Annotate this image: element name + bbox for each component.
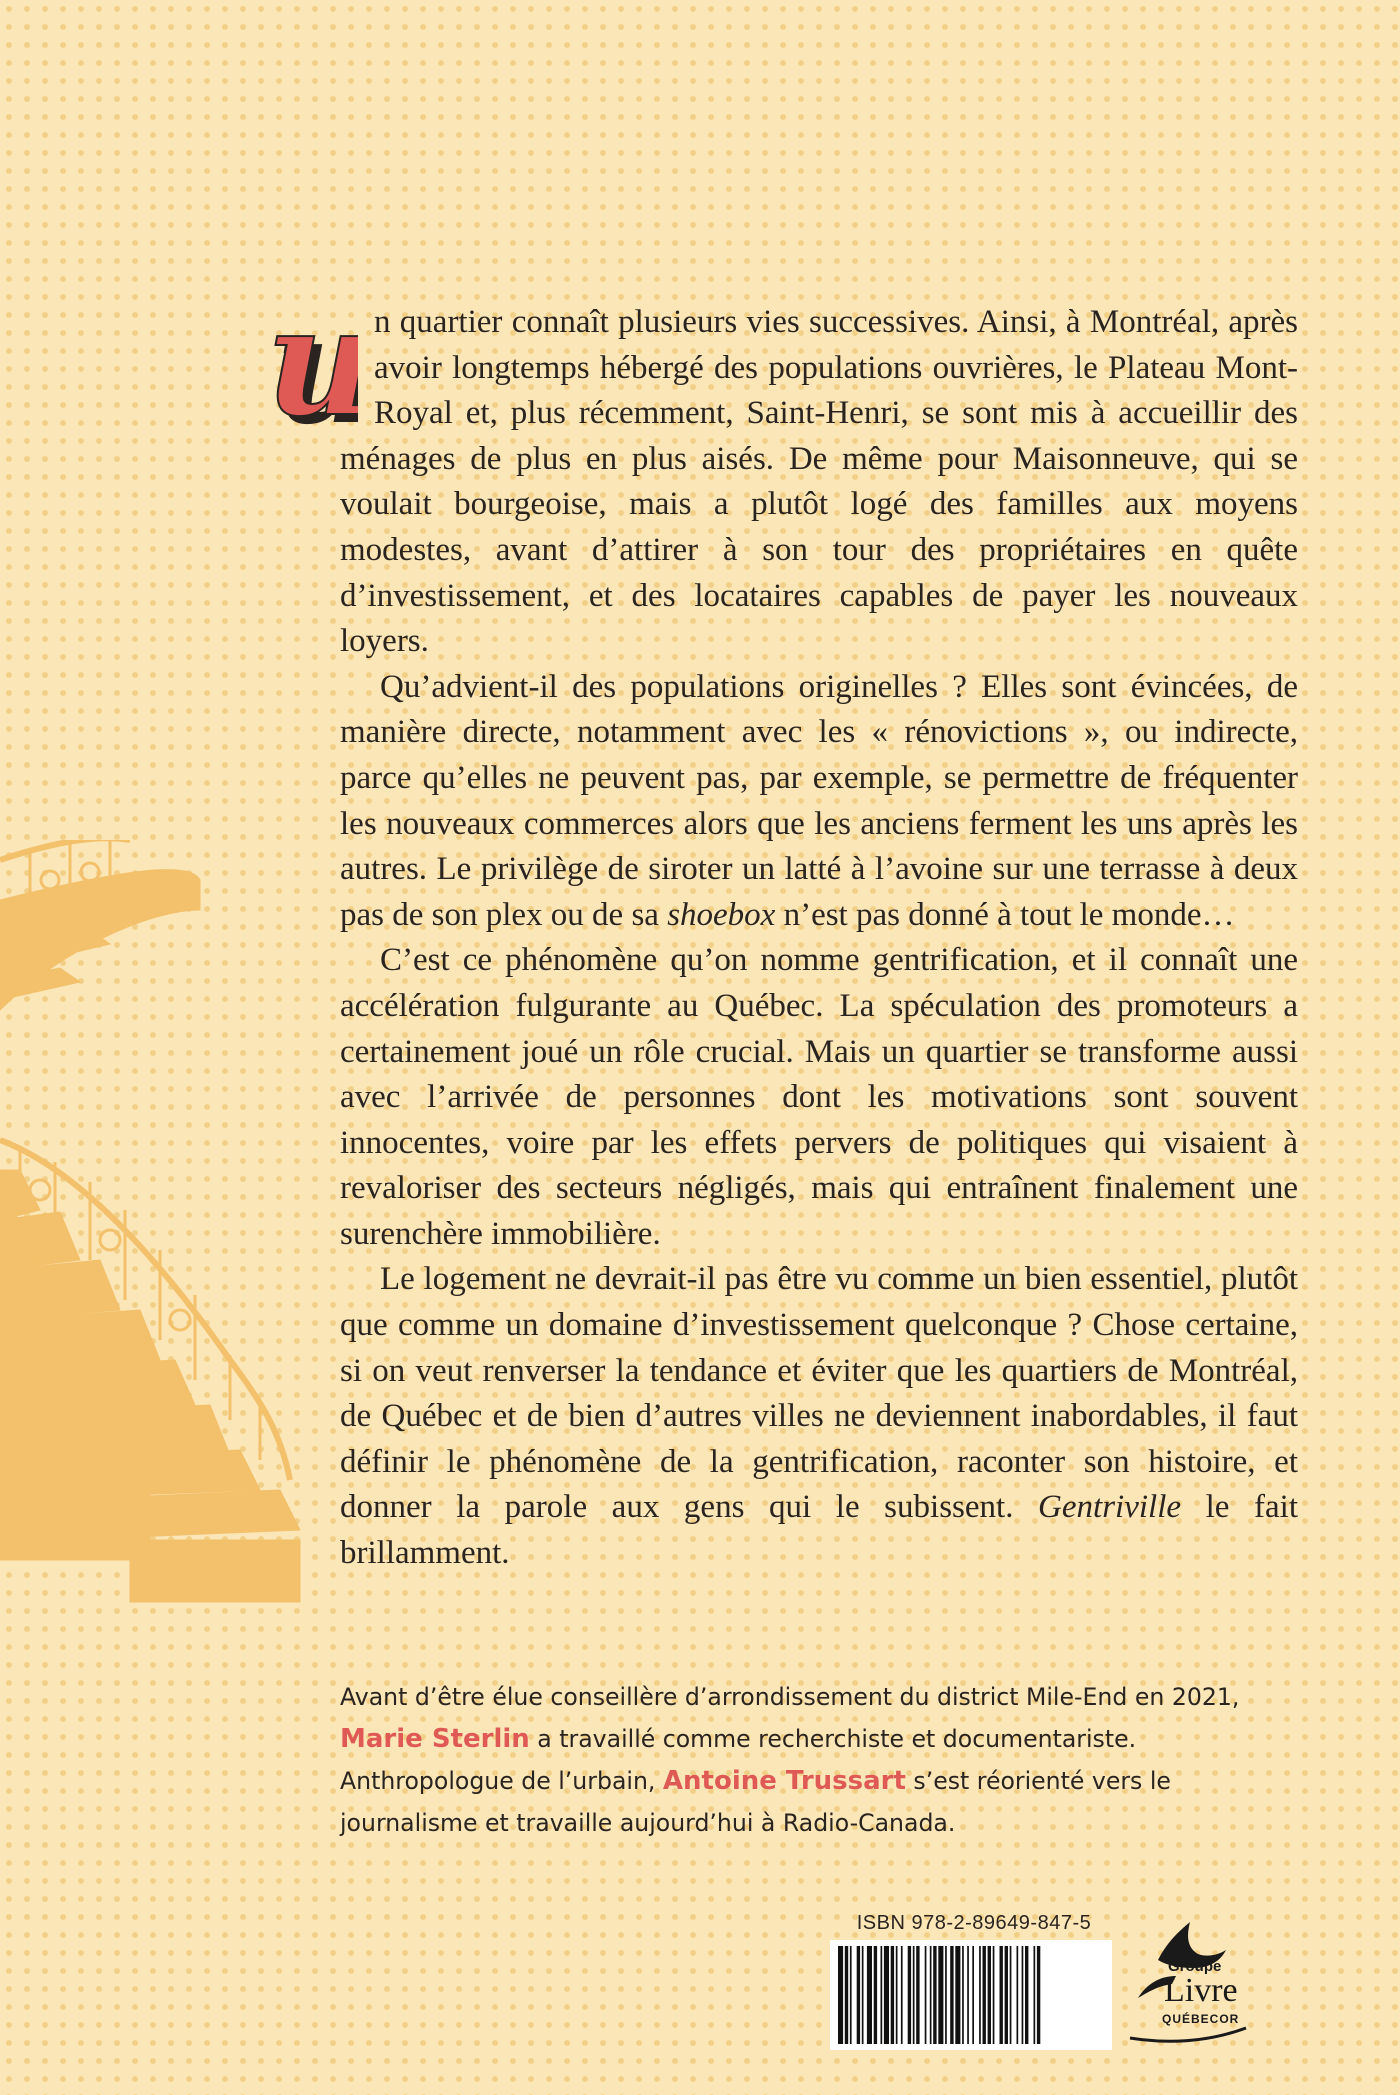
barcode-bar [1005,1946,1008,2044]
barcode-bar [916,1946,919,2044]
barcode-bar [950,1946,953,2044]
author-name-2: Antoine Trussart [662,1766,906,1796]
barcode-bar [884,1946,889,2044]
barcode-bar [857,1946,860,2044]
blurb-paragraph-1 [340,300,1298,665]
barcode-bar [867,1946,872,2044]
barcode-bar [1000,1946,1003,2044]
barcode-bar [933,1946,936,2044]
blurb-italic-title: Gentriville [1038,1489,1182,1526]
barcode-bar [850,1946,852,2044]
barcode-bar [930,1946,932,2044]
publisher-line-3: QUÉBECOR [1162,2012,1240,2026]
blurb-text-4: Le logement ne devrait-il pas être vu comme un bien essentiel, plutôt que comme un domaine d’investissement quelconque ? Chose certaine, si on veut renverser la tendance et éviter que les quartiers de Montréal, de Québec et de bien d’autres villes ne deviennent inabordables, il faut définir le phénomène de la gentrification, raconter son histoire, et donner la parole aux gens qui le subissent. [340,1261,1298,1526]
barcode-bar [983,1946,986,2044]
barcode-bar [908,1946,911,2044]
blurb-text-1: n quartier connaît plusieurs vies successives. Ainsi, à Montréal, après avoir longtemps hébergé des populations ouvrières, le Plateau Mont-Royal et, plus récemment, Saint-Henri, se sont mis à accueillir des ménages de plus en plus aisés. De même pour Maisonneuve, qui se voulait bourgeoise, mais a plutôt logé des familles aux moyens modestes, avant d’attirer à son tour des propriétaires en quête d’investissement, et des locataires capables de payer les nouveaux loyers. [340,304,1298,660]
publisher-logo [1128,1920,1248,2050]
barcode [830,1940,1112,2050]
back-cover-blurb [340,300,1298,1577]
blurb-text-4-end: le fait brillamment. [340,1489,1298,1572]
blurb-italic-shoebox: shoebox [667,896,776,933]
barcode-bar [945,1946,947,2044]
barcode-bar [1034,1946,1036,2044]
barcode-bar [874,1946,877,2044]
bio-text-2: a travaillé comme recherchiste et documentariste. Anthropologue de l’urbain, [340,1725,1137,1795]
barcode-bar [838,1946,843,2044]
publisher-line-1: Groupe [1168,1958,1222,1975]
blurb-text-2: Qu’advient-il des populations originelles ? Elles sont évincées, de manière directe, notamment avec les « rénovictions », ou indirecte, parce qu’elles ne peuvent pas, par exemple, se permettre de fréquenter les nouveaux commerces alors que les anciens ferment les uns après les autres. Le privilège de siroter un latté à l’avoine sur une terrasse à deux pas de son plex ou de sa [340,668,1298,933]
author-name-1: Marie Sterlin [340,1724,530,1754]
svg-text:u [266,306,358,434]
blurb-paragraph-3 [340,938,1298,1257]
barcode-bar [1022,1946,1024,2044]
author-bio [340,1676,1300,1844]
blurb-paragraph-2 [340,665,1298,939]
blurb-paragraph-4 [340,1257,1298,1576]
barcode-bar [993,1946,995,2044]
barcode-bar [962,1946,964,2044]
barcode-bar [938,1946,943,2044]
barcode-bar [901,1946,903,2044]
barcode-bar [862,1946,864,2044]
blurb-text-3: C’est ce phénomène qu’on nomme gentrification, et il connaît une accélération fulgurante au Québec. La spéculation des promoteurs a certainement joué un rôle crucial. Mais un quartier se transforme aussi avec l’arrivée de personnes dont les motivations sont souvent innocentes, voire par les effets pervers de politiques qui visaient à revaloriser des secteurs négligés, mais qui entraînent finalement une surenchère immobilière. [340,942,1298,1252]
bio-text-1: Avant d’être élue conseillère d’arrondissement du district Mile-End en 2021, [340,1683,1240,1711]
barcode-bar [988,1946,991,2044]
barcode-bar [955,1946,960,2044]
barcode-bar [1017,1946,1019,2044]
barcode-bar [891,1946,894,2044]
barcode-bar [967,1946,969,2044]
barcode-bar [913,1946,915,2044]
isbn-label: ISBN 978-2-89649-847-5 [856,1912,1092,1934]
barcode-bar [979,1946,981,2044]
barcode-bar [925,1946,927,2044]
blurb-text-2-end: n’est pas donné à tout le monde… [775,896,1235,933]
dropcap-letter [260,306,358,434]
barcode-bar [972,1946,974,2044]
publisher-line-2: Livre [1164,1972,1238,2009]
barcode-bar [896,1946,898,2044]
bio-text-3: s’est réorienté vers le journalisme et travaille aujourd’hui à Radio-Canada. [340,1767,1171,1837]
staircase-illustration [0,840,310,1640]
barcode-bar [1037,1946,1040,2044]
barcode-bar [1025,1946,1028,2044]
barcode-bar [881,1946,883,2044]
barcode-bar [845,1946,848,2044]
barcode-bar [1010,1946,1012,2044]
